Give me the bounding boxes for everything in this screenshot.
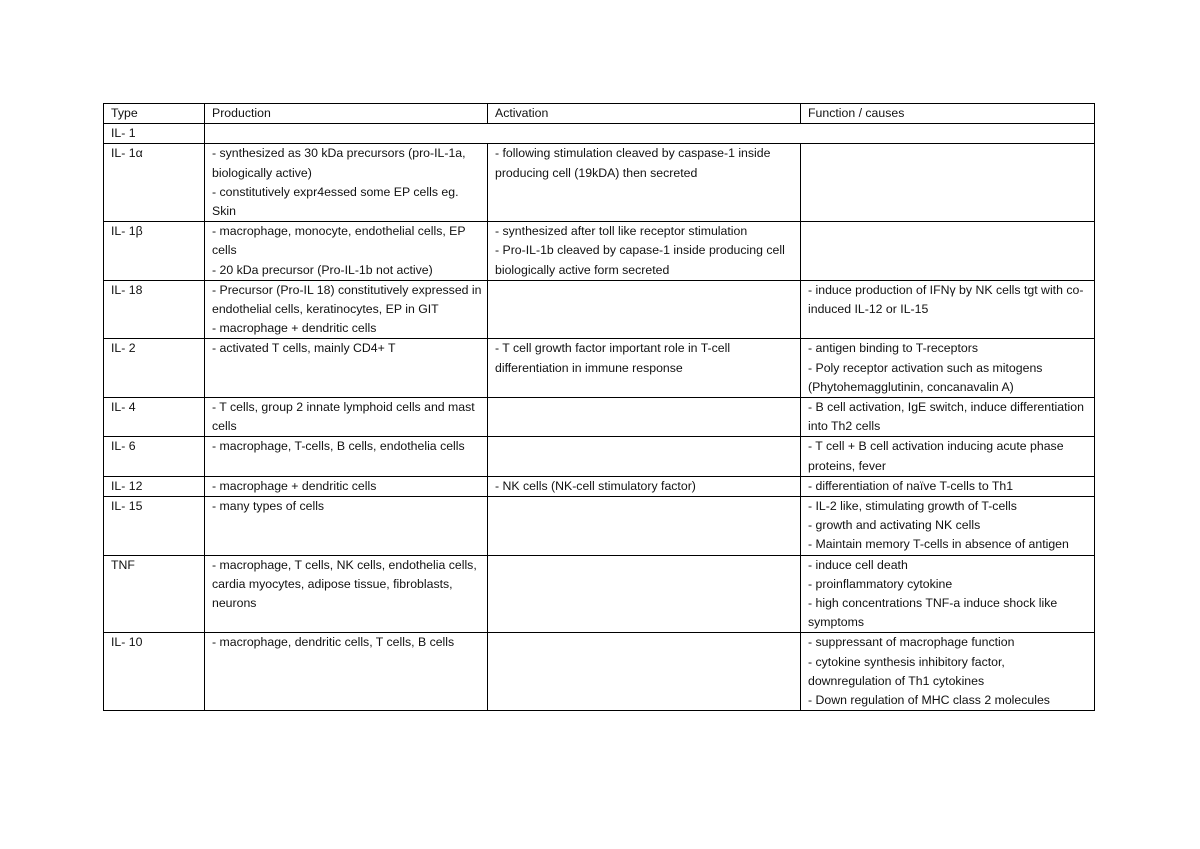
activation-cell [488, 222, 801, 281]
group-row-il-1 [104, 124, 1095, 144]
production-line: - T cells, group 2 innate lymphoid cells and mast cells [212, 400, 475, 434]
production-line: - macrophage, dendritic cells, T cells, B cells [212, 635, 455, 650]
production-cell [205, 144, 488, 222]
function-cell [801, 144, 1095, 222]
function-cell [801, 633, 1095, 711]
function-cell [801, 476, 1095, 496]
activation-line: - following stimulation cleaved by caspase-1 inside producing cell (19kDA) then secreted [495, 146, 771, 180]
function-line: - IL-2 like, stimulating growth of T-cells [808, 499, 1017, 514]
function-cell [801, 555, 1095, 633]
table-row [104, 497, 1095, 556]
activation-cell [488, 339, 801, 398]
cytokine-type-cell: IL- 18 [104, 280, 205, 339]
production-cell [205, 280, 488, 339]
function-cell [801, 437, 1095, 476]
function-cell [801, 339, 1095, 398]
activation-line: - NK cells (NK-cell stimulatory factor) [495, 478, 696, 493]
function-cell [801, 222, 1095, 281]
header-type: Type [104, 104, 205, 124]
activation-cell [488, 437, 801, 476]
production-cell [205, 398, 488, 437]
activation-cell [488, 555, 801, 633]
function-line: - Poly receptor activation such as mitogens (Phytohemagglutinin, concanavalin A) [808, 360, 1043, 394]
production-line: - macrophage + dendritic cells [212, 321, 377, 336]
function-line: - differentiation of naïve T-cells to Th1 [808, 478, 1014, 493]
function-line: - B cell activation, IgE switch, induce differentiation into Th2 cells [808, 400, 1084, 434]
header-row [104, 104, 1095, 124]
function-line: - T cell + B cell activation inducing acute phase proteins, fever [808, 439, 1064, 473]
activation-cell [488, 476, 801, 496]
cytokine-type-cell: TNF [104, 555, 205, 633]
function-line: - Maintain memory T-cells in absence of antigen [808, 537, 1069, 552]
header-function: Function / causes [801, 104, 1095, 124]
production-line: - macrophage, T-cells, B cells, endothelia cells [212, 439, 465, 454]
function-line: - growth and activating NK cells [808, 518, 981, 533]
cytokine-type-cell: IL- 4 [104, 398, 205, 437]
activation-cell [488, 144, 801, 222]
function-line: - induce cell death [808, 557, 908, 572]
table-row [104, 339, 1095, 398]
function-line: - proinflammatory cytokine [808, 576, 953, 591]
activation-cell [488, 280, 801, 339]
activation-cell [488, 398, 801, 437]
production-cell [205, 497, 488, 556]
cytokine-type-cell: IL- 6 [104, 437, 205, 476]
cytokine-type-cell: IL- 15 [104, 497, 205, 556]
table-row [104, 555, 1095, 633]
function-cell [801, 280, 1095, 339]
activation-cell [488, 633, 801, 711]
production-cell [205, 437, 488, 476]
production-line: - macrophage, monocyte, endothelial cells, EP cells [212, 224, 466, 258]
production-line: - constitutively expr4essed some EP cells eg. Skin [212, 184, 459, 219]
production-line: - macrophage + dendritic cells [212, 478, 377, 493]
group-label: IL- 1 [104, 124, 205, 144]
production-line: - macrophage, T cells, NK cells, endothelia cells, cardia myocytes, adipose tissue, fibroblasts, neurons [212, 557, 477, 611]
table-row [104, 633, 1095, 711]
header-activation: Activation [488, 104, 801, 124]
production-line: - activated T cells, mainly CD4+ T [212, 341, 396, 356]
production-cell [205, 339, 488, 398]
function-cell [801, 398, 1095, 437]
table-row [104, 398, 1095, 437]
table-row [104, 280, 1095, 339]
table-row [104, 222, 1095, 281]
cytokine-table [103, 103, 1095, 711]
function-line: - induce production of IFNγ by NK cells tgt with co-induced IL-12 or IL-15 [808, 282, 1084, 317]
activation-cell [488, 497, 801, 556]
production-cell [205, 476, 488, 496]
function-line: - high concentrations TNF-a induce shock like symptoms [808, 596, 1058, 630]
production-cell [205, 222, 488, 281]
production-line: - Precursor (Pro-IL 18) constitutively expressed in endothelial cells, keratinocytes, EP in GIT [212, 282, 482, 317]
production-line: - 20 kDa precursor (Pro-IL-1b not active) [212, 262, 433, 277]
function-line: - cytokine synthesis inhibitory factor, downregulation of Th1 cytokines [808, 654, 1005, 688]
cytokine-type-cell: IL- 10 [104, 633, 205, 711]
function-line: - antigen binding to T-receptors [808, 341, 978, 356]
function-line: - Down regulation of MHC class 2 molecules [808, 693, 1050, 708]
production-line: - many types of cells [212, 499, 325, 514]
cytokine-type-cell: IL- 12 [104, 476, 205, 496]
header-production: Production [205, 104, 488, 124]
group-empty-cell [205, 124, 1095, 144]
table-row [104, 437, 1095, 476]
production-cell [205, 633, 488, 711]
function-line: - suppressant of macrophage function [808, 635, 1015, 650]
function-cell [801, 497, 1095, 556]
activation-line: - Pro-IL-1b cleaved by capase-1 inside producing cell biologically active form secreted [495, 243, 785, 277]
table-row [104, 144, 1095, 222]
table-row [104, 476, 1095, 496]
cytokine-type-cell: IL- 2 [104, 339, 205, 398]
activation-line: - T cell growth factor important role in T-cell differentiation in immune response [495, 341, 731, 375]
cytokine-type-cell: IL- 1β [104, 222, 205, 281]
production-cell [205, 555, 488, 633]
activation-line: - synthesized after toll like receptor stimulation [495, 224, 748, 239]
cytokine-type-cell: IL- 1α [104, 144, 205, 222]
production-line: - synthesized as 30 kDa precursors (pro-IL-1a, biologically active) [212, 146, 466, 180]
